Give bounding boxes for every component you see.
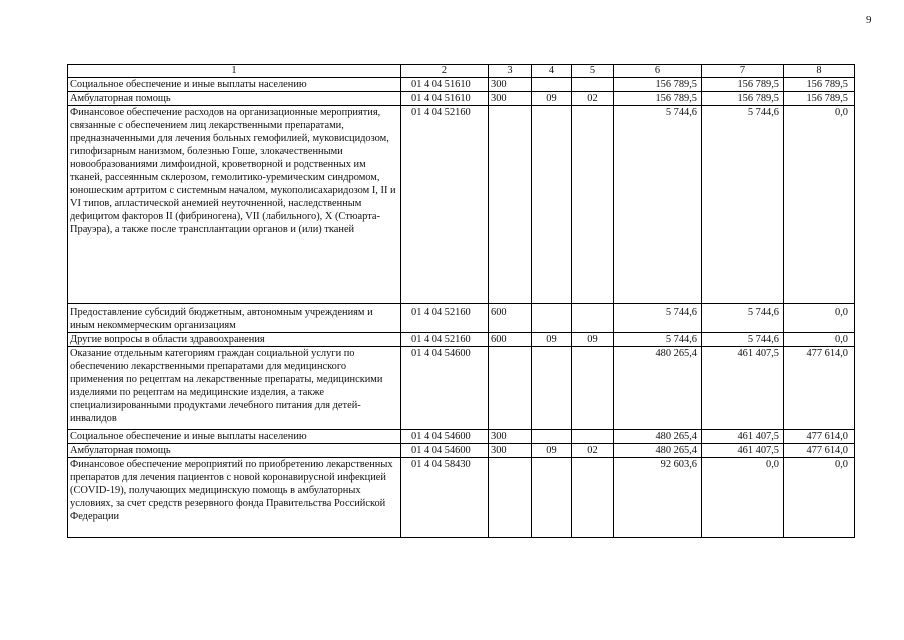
row-amount-col6: 156 789,5 <box>614 92 702 106</box>
row-name: Социальное обеспечение и иные выплаты населению <box>68 430 401 444</box>
row-expense-type <box>489 347 532 430</box>
row-amount-col7: 461 407,5 <box>702 430 784 444</box>
row-amount-col8: 477 614,0 <box>784 444 855 458</box>
row-amount-col8: 0,0 <box>784 333 855 347</box>
row-name: Другие вопросы в области здравоохранения <box>68 333 401 347</box>
row-code: 01 4 04 58430 <box>401 458 489 538</box>
table-header-row <box>68 65 855 78</box>
row-code: 01 4 04 54600 <box>401 430 489 444</box>
table-row <box>68 333 855 347</box>
row-name: Социальное обеспечение и иные выплаты населению <box>68 78 401 92</box>
row-amount-col8: 156 789,5 <box>784 92 855 106</box>
header-col-3: 3 <box>489 65 532 78</box>
budget-table <box>67 64 855 538</box>
table-row <box>68 347 855 430</box>
header-col-8: 8 <box>784 65 855 78</box>
table-row <box>68 304 855 333</box>
table-row <box>68 430 855 444</box>
row-section <box>532 458 572 538</box>
table-row <box>68 78 855 92</box>
page-number: 9 <box>866 14 872 26</box>
row-name: Финансовое обеспечение расходов на организационные мероприятия, связанные с обеспечением лиц лекарственными препаратами, предназначенными для лечения больных гемофилией, муковисцидозом, гипофизарным нанизмом, болезнью Гоше, злокачественными новообразованиями лимфоидной, кроветворной и родственных им тканей, рассеянным склерозом, гемолитико-уремическим синдромом, юношеским артритом с системным началом, мукополисахаридозом I, II и VI типов, апластической анемией неуточненной, наследственным дефицитом факторов II (фибриногена), VII (лабильного), X (Стюарта-Прауэра), а также после трансплантации органов и (или) тканей <box>68 106 401 304</box>
row-amount-col6: 480 265,4 <box>614 347 702 430</box>
row-amount-col7: 156 789,5 <box>702 78 784 92</box>
row-amount-col6: 5 744,6 <box>614 106 702 304</box>
table-row <box>68 92 855 106</box>
row-subsection <box>572 106 614 304</box>
header-col-6: 6 <box>614 65 702 78</box>
row-section: 09 <box>532 92 572 106</box>
row-amount-col6: 5 744,6 <box>614 304 702 333</box>
row-amount-col8: 0,0 <box>784 304 855 333</box>
header-col-4: 4 <box>532 65 572 78</box>
row-amount-col6: 480 265,4 <box>614 430 702 444</box>
row-amount-col7: 5 744,6 <box>702 333 784 347</box>
row-expense-type: 300 <box>489 444 532 458</box>
row-subsection: 02 <box>572 92 614 106</box>
row-amount-col6: 5 744,6 <box>614 333 702 347</box>
table-row <box>68 106 855 304</box>
table-row <box>68 458 855 538</box>
row-expense-type: 300 <box>489 92 532 106</box>
row-amount-col8: 156 789,5 <box>784 78 855 92</box>
row-code: 01 4 04 52160 <box>401 304 489 333</box>
row-amount-col7: 5 744,6 <box>702 106 784 304</box>
row-name: Оказание отдельным категориям граждан социальной услуги по обеспечению лекарственными препаратами для медицинского применения по рецептам на лекарственные препараты, медицинскими изделиями по рецептам на медицинские изделия, а также специализированными продуктами лечебного питания для детей-инвалидов <box>68 347 401 430</box>
row-code: 01 4 04 51610 <box>401 78 489 92</box>
row-section <box>532 430 572 444</box>
row-amount-col7: 156 789,5 <box>702 92 784 106</box>
row-amount-col8: 477 614,0 <box>784 347 855 430</box>
row-code: 01 4 04 52160 <box>401 106 489 304</box>
row-expense-type: 600 <box>489 304 532 333</box>
row-amount-col6: 480 265,4 <box>614 444 702 458</box>
row-section <box>532 78 572 92</box>
row-amount-col6: 156 789,5 <box>614 78 702 92</box>
header-col-2: 2 <box>401 65 489 78</box>
row-section <box>532 347 572 430</box>
row-amount-col7: 461 407,5 <box>702 347 784 430</box>
row-subsection <box>572 78 614 92</box>
row-name: Амбулаторная помощь <box>68 92 401 106</box>
row-amount-col7: 461 407,5 <box>702 444 784 458</box>
row-amount-col8: 477 614,0 <box>784 430 855 444</box>
row-amount-col8: 0,0 <box>784 106 855 304</box>
row-code: 01 4 04 54600 <box>401 444 489 458</box>
row-section <box>532 106 572 304</box>
row-subsection <box>572 458 614 538</box>
row-subsection <box>572 304 614 333</box>
row-subsection: 02 <box>572 444 614 458</box>
row-section: 09 <box>532 333 572 347</box>
row-subsection: 09 <box>572 333 614 347</box>
row-amount-col8: 0,0 <box>784 458 855 538</box>
row-expense-type <box>489 106 532 304</box>
row-subsection <box>572 347 614 430</box>
row-section <box>532 304 572 333</box>
row-expense-type: 300 <box>489 78 532 92</box>
table-row <box>68 444 855 458</box>
row-subsection <box>572 430 614 444</box>
row-amount-col7: 0,0 <box>702 458 784 538</box>
header-col-5: 5 <box>572 65 614 78</box>
row-section: 09 <box>532 444 572 458</box>
header-col-1: 1 <box>68 65 401 78</box>
row-amount-col7: 5 744,6 <box>702 304 784 333</box>
row-expense-type: 600 <box>489 333 532 347</box>
row-code: 01 4 04 52160 <box>401 333 489 347</box>
header-col-7: 7 <box>702 65 784 78</box>
row-expense-type: 300 <box>489 430 532 444</box>
row-amount-col6: 92 603,6 <box>614 458 702 538</box>
row-code: 01 4 04 54600 <box>401 347 489 430</box>
row-name: Финансовое обеспечение мероприятий по приобретению лекарственных препаратов для лечения пациентов с новой коронавирусной инфекцией (COVID-19), получающих медицинскую помощь в амбулаторных условиях, за счет средств резервного фонда Правительства Российской Федерации <box>68 458 401 538</box>
row-name: Предоставление субсидий бюджетным, автономным учреждениям и иным некоммерческим организациям <box>68 304 401 333</box>
row-expense-type <box>489 458 532 538</box>
row-name: Амбулаторная помощь <box>68 444 401 458</box>
row-code: 01 4 04 51610 <box>401 92 489 106</box>
